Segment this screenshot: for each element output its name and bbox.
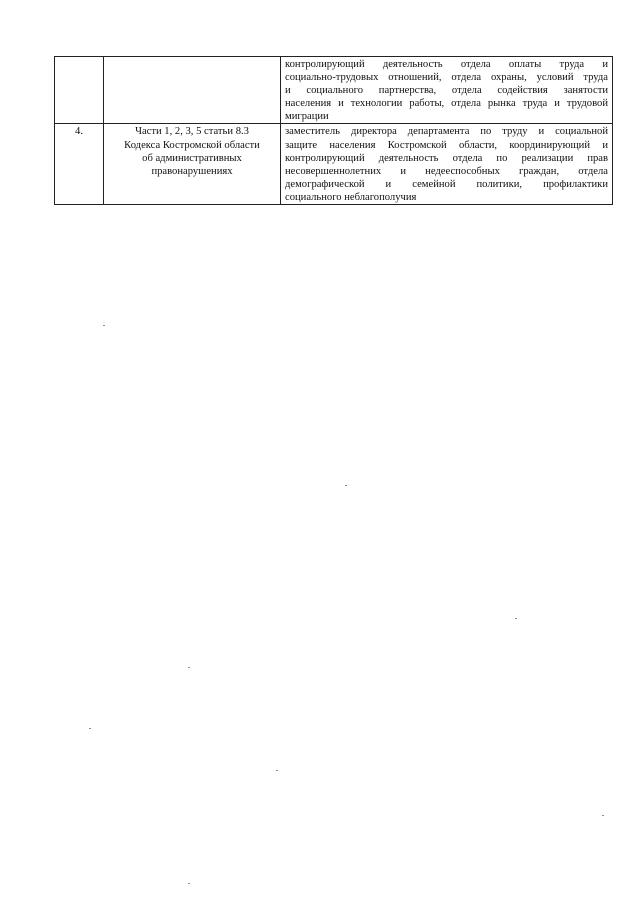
official-text-line: демографической и семейной политики, профилактики [285,178,608,190]
scan-speck [602,815,604,816]
row-number-cell [55,124,104,205]
scan-speck [276,770,278,771]
official-text-line: контролирующий деятельность отдела по реализации прав [285,152,608,164]
official-text-line: населения и технологии работы, отдела рынка труда и трудовой [285,98,608,110]
articles-cell [104,124,281,205]
table-row [55,124,613,205]
article-text-line: Кодекса Костромской области [124,139,260,151]
official-cell [281,124,613,205]
official-cell [281,57,613,124]
official-text-line: несовершеннолетних и недееспособных граждан, отдела [285,165,608,177]
official-text-line: миграции [285,111,329,123]
official-text-line: заместитель директора департамента по труду и социальной [285,126,608,138]
officials-table [54,56,613,205]
official-text-line: социально-трудовых отношений, отдела охраны, условий труда [285,72,608,84]
scan-speck [188,883,190,884]
scan-speck [188,667,190,668]
official-text-line: защите населения Костромской области, координирующий и [285,139,608,151]
article-text-line: правонарушениях [151,165,233,177]
row-number: 4. [75,126,83,138]
articles-cell [104,57,281,124]
row-number-cell [55,57,104,124]
scan-speck [103,325,105,326]
table-row [55,57,613,124]
scan-speck [515,618,517,619]
scan-speck [89,728,91,729]
scan-speck [345,485,347,486]
official-text-line: контролирующий деятельность отдела оплаты труда и [285,59,608,70]
official-text-line: и социального партнерства, отдела содействия занятости [285,85,608,97]
official-text-line: социального неблагополучия [285,191,417,203]
article-text-line: об административных [142,152,242,164]
article-text-line: Части 1, 2, 3, 5 статьи 8.3 [135,126,249,138]
